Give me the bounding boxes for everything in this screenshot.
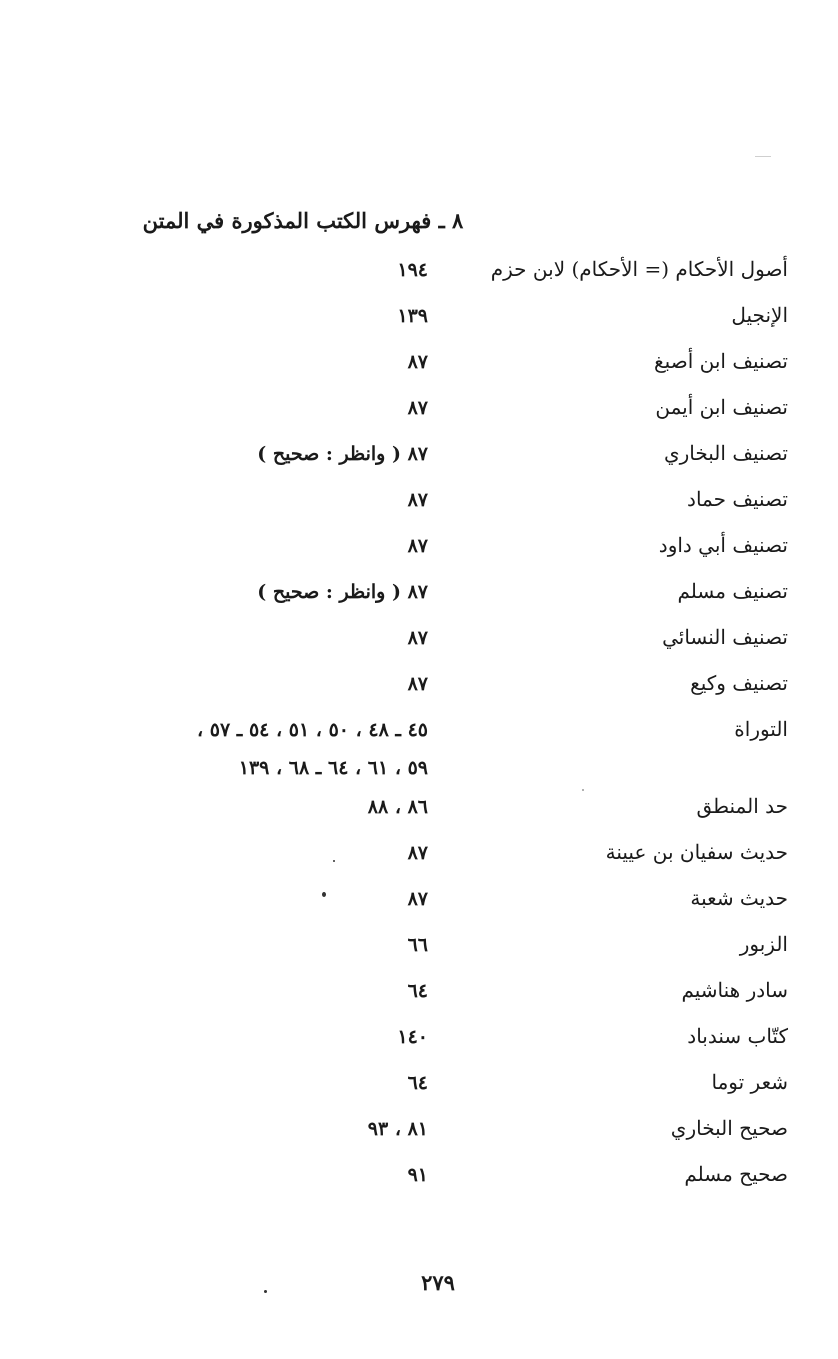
entry-title: الإنجيل xyxy=(731,303,788,327)
index-entry xyxy=(60,664,788,710)
entry-pages xyxy=(60,619,428,657)
scan-speck xyxy=(582,789,584,791)
entry-page-refs: ٨٧ xyxy=(407,888,428,910)
entry-page-refs: ٨٧ ( وانظر : صحيح ) xyxy=(257,443,428,465)
index-entry xyxy=(60,296,788,342)
index-entry xyxy=(60,833,788,879)
entry-title: تصنيف البخاري xyxy=(663,441,788,465)
index-entry xyxy=(60,1017,788,1063)
entry-pages xyxy=(60,343,428,381)
entry-page-refs: ٨٧ xyxy=(407,489,428,511)
entry-page-refs: ٨٧ xyxy=(407,627,428,649)
scan-speck xyxy=(333,860,335,862)
index-entry xyxy=(60,388,788,434)
scan-mark xyxy=(755,156,771,157)
entry-page-refs: ٦٤ xyxy=(407,1072,428,1094)
entry-page-refs: ١٩٤ xyxy=(397,259,428,281)
index-entry xyxy=(60,342,788,388)
entry-title: حديث شعبة xyxy=(690,886,788,910)
entry-pages xyxy=(60,1018,428,1056)
entry-page-refs: ٤٥ ـ ٤٨ ، ٥٠ ، ٥١ ، ٥٤ ـ ٥٧ ، xyxy=(197,719,428,741)
entry-title: صحيح مسلم xyxy=(684,1162,788,1186)
entry-pages xyxy=(60,880,428,918)
entry-pages xyxy=(60,665,428,703)
entry-pages xyxy=(60,834,428,872)
index-entry xyxy=(60,618,788,664)
entry-pages xyxy=(60,711,428,787)
entry-page-refs: ٨٧ xyxy=(407,842,428,864)
index-entry xyxy=(60,250,788,296)
index-entry xyxy=(60,1155,788,1201)
entry-page-refs: ٦٤ xyxy=(407,980,428,1002)
entry-page-refs: ٨٧ xyxy=(407,535,428,557)
entry-page-refs: ٥٩ ، ٦١ ، ٦٤ ـ ٦٨ ، ١٣٩ xyxy=(238,757,428,779)
index-entries xyxy=(60,250,788,1201)
entry-title: تصنيف وكيع xyxy=(690,671,788,695)
entry-title: سادر هناشيم xyxy=(681,978,788,1002)
entry-title: شعر توما xyxy=(711,1070,788,1094)
entry-title: حديث سفيان بن عيينة xyxy=(605,840,788,864)
index-entry xyxy=(60,710,788,787)
entry-page-refs: ١٤٠ xyxy=(397,1026,428,1048)
entry-title: التوراة xyxy=(734,717,788,741)
entry-title: كتّاب سندباد xyxy=(687,1024,788,1048)
index-entry xyxy=(60,1109,788,1155)
entry-page-refs: ٦٦ xyxy=(407,934,428,956)
entry-pages xyxy=(60,297,428,335)
entry-pages xyxy=(60,389,428,427)
index-entry xyxy=(60,572,788,618)
page-number: ٢٧٩ xyxy=(421,1270,455,1295)
entry-page-refs: ١٣٩ xyxy=(397,305,428,327)
index-entry xyxy=(60,925,788,971)
entry-pages xyxy=(60,481,428,519)
entry-pages xyxy=(60,788,428,826)
entry-page-refs: ٨٧ ( وانظر : صحيح ) xyxy=(257,581,428,603)
entry-title: تصنيف أبي داود xyxy=(658,533,788,557)
entry-pages xyxy=(60,972,428,1010)
index-entry xyxy=(60,879,788,925)
entry-page-refs: ٨٧ xyxy=(407,673,428,695)
entry-pages xyxy=(60,1156,428,1194)
entry-page-refs: ٨٧ xyxy=(407,397,428,419)
index-entry xyxy=(60,1063,788,1109)
entry-pages xyxy=(60,1064,428,1102)
index-entry xyxy=(60,971,788,1017)
index-entry xyxy=(60,787,788,833)
entry-pages xyxy=(60,251,428,289)
entry-title: حد المنطق xyxy=(696,794,788,818)
entry-page-refs: ٨١ ، ٩٣ xyxy=(367,1118,428,1140)
entry-title: تصنيف حماد xyxy=(687,487,788,511)
index-entry xyxy=(60,526,788,572)
index-entry xyxy=(60,434,788,480)
entry-pages xyxy=(60,527,428,565)
entry-title: الزبور xyxy=(739,932,788,956)
entry-title: تصنيف ابن أصبغ xyxy=(654,349,788,373)
entry-pages xyxy=(60,926,428,964)
entry-pages xyxy=(60,573,428,611)
entry-page-refs: ٩١ xyxy=(407,1164,428,1186)
entry-page-refs: ٨٦ ، ٨٨ xyxy=(367,796,428,818)
scan-speck xyxy=(322,892,326,897)
entry-pages xyxy=(60,435,428,473)
entry-title: تصنيف مسلم xyxy=(677,579,788,603)
entry-title: أصول الأحكام (= الأحكام) لابن حزم xyxy=(490,257,788,281)
entry-title: تصنيف ابن أيمن xyxy=(655,395,788,419)
scan-speck xyxy=(264,1290,267,1293)
entry-title: صحيح البخاري xyxy=(670,1116,788,1140)
index-heading: ٨ ـ فهرس الكتب المذكورة في المتن xyxy=(142,208,464,233)
entry-pages xyxy=(60,1110,428,1148)
entry-title: تصنيف النسائي xyxy=(662,625,788,649)
index-entry xyxy=(60,480,788,526)
entry-page-refs: ٨٧ xyxy=(407,351,428,373)
